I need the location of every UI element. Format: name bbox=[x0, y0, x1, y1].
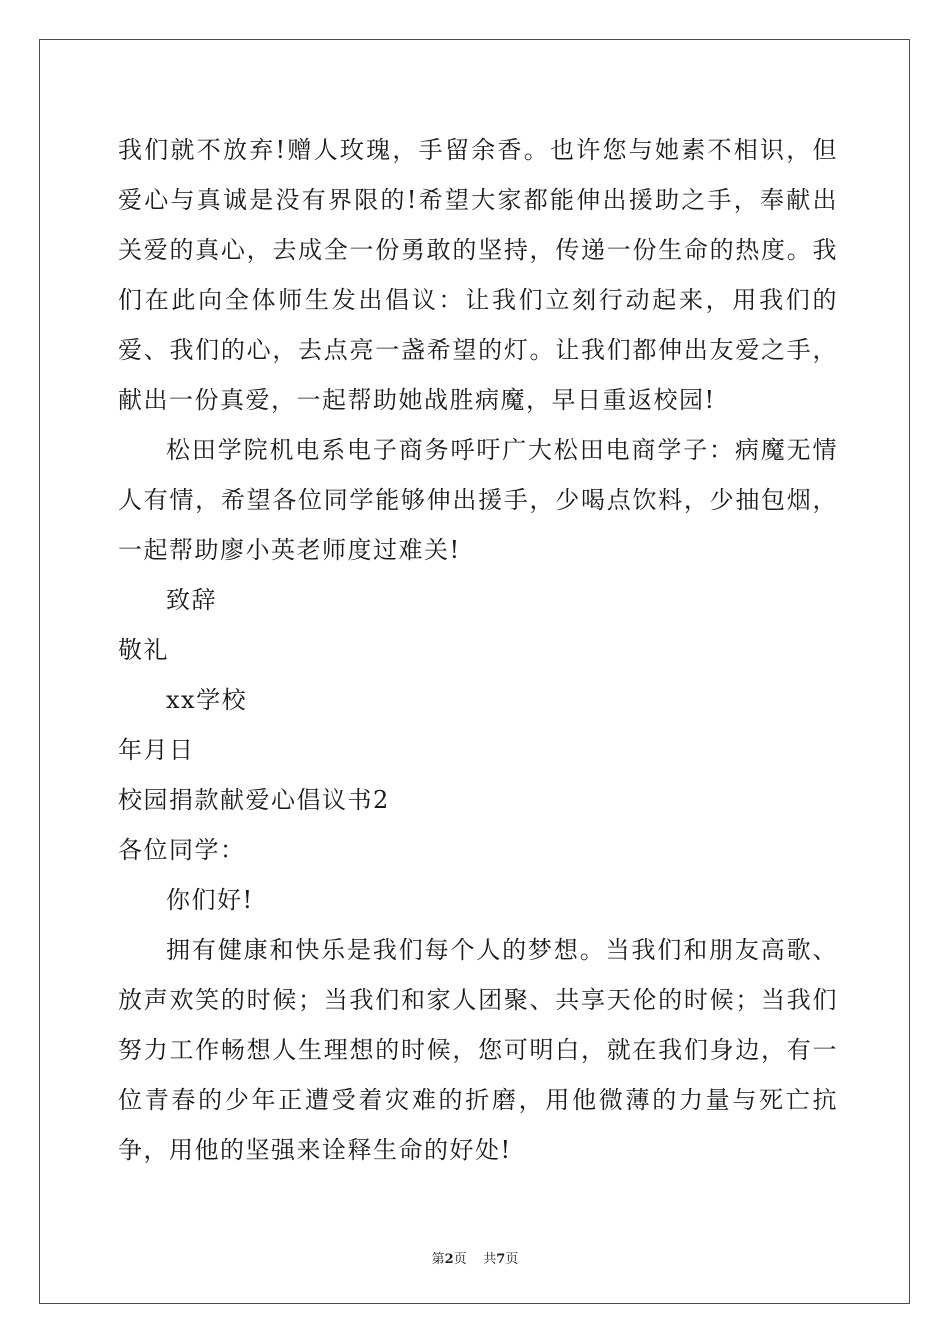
document-body bbox=[118, 125, 838, 1175]
page-footer bbox=[0, 1248, 950, 1267]
section-title: 校园捐款献爱心倡议书2 bbox=[118, 786, 390, 814]
greeting-hello: 你们好! bbox=[166, 886, 254, 914]
footer-total-pages: 7 bbox=[496, 1252, 506, 1267]
paragraph-story: 拥有健康和快乐是我们每个人的梦想。当我们和朋友高歌、放声欢笑的时候；当我们和家人团聚、共享天伦的时候；当我们努力工作畅想人生理想的时候，您可明白，就在我们身边，有一位青春的少年正遭受着灾难的折磨，用他微薄的力量与死亡抗争，用他的坚强来诠释生命的好处! bbox=[118, 936, 838, 1164]
footer-total-suffix: 页 bbox=[505, 1252, 519, 1267]
paragraph-department-call: 松田学院机电系电子商务呼吁广大松田电商学子：病魔无情人有情，希望各位同学能够伸出援手，少喝点饮料，少抽包烟，一起帮助廖小英老师度过难关! bbox=[118, 436, 838, 564]
greeting-addressee: 各位同学： bbox=[118, 836, 246, 864]
signature-date: 年月日 bbox=[118, 736, 195, 764]
salutation: 敬礼 bbox=[118, 636, 169, 664]
paragraph-appeal: 我们就不放弃!赠人玫瑰，手留余香。也许您与她素不相识，但爱心与真诚是没有界限的!希望大家都能伸出援助之手，奉献出关爱的真心，去成全一份勇敢的坚持，传递一份生命的热度。我们在此向全体师生发出倡议：让我们立刻行动起来，用我们的爱、我们的心，去点亮一盏希望的灯。让我们都伸出友爱之手，献出一份真爱，一起帮助她战胜病魔，早日重返校园! bbox=[118, 136, 838, 414]
closing-remark: 致辞 bbox=[166, 586, 217, 614]
footer-page-prefix: 第 bbox=[431, 1252, 445, 1267]
footer-page-number: 2 bbox=[444, 1252, 454, 1267]
footer-page-suffix: 页 bbox=[453, 1252, 467, 1267]
signature-school: xx学校 bbox=[166, 686, 248, 714]
footer-total-prefix: 共 bbox=[483, 1252, 497, 1267]
